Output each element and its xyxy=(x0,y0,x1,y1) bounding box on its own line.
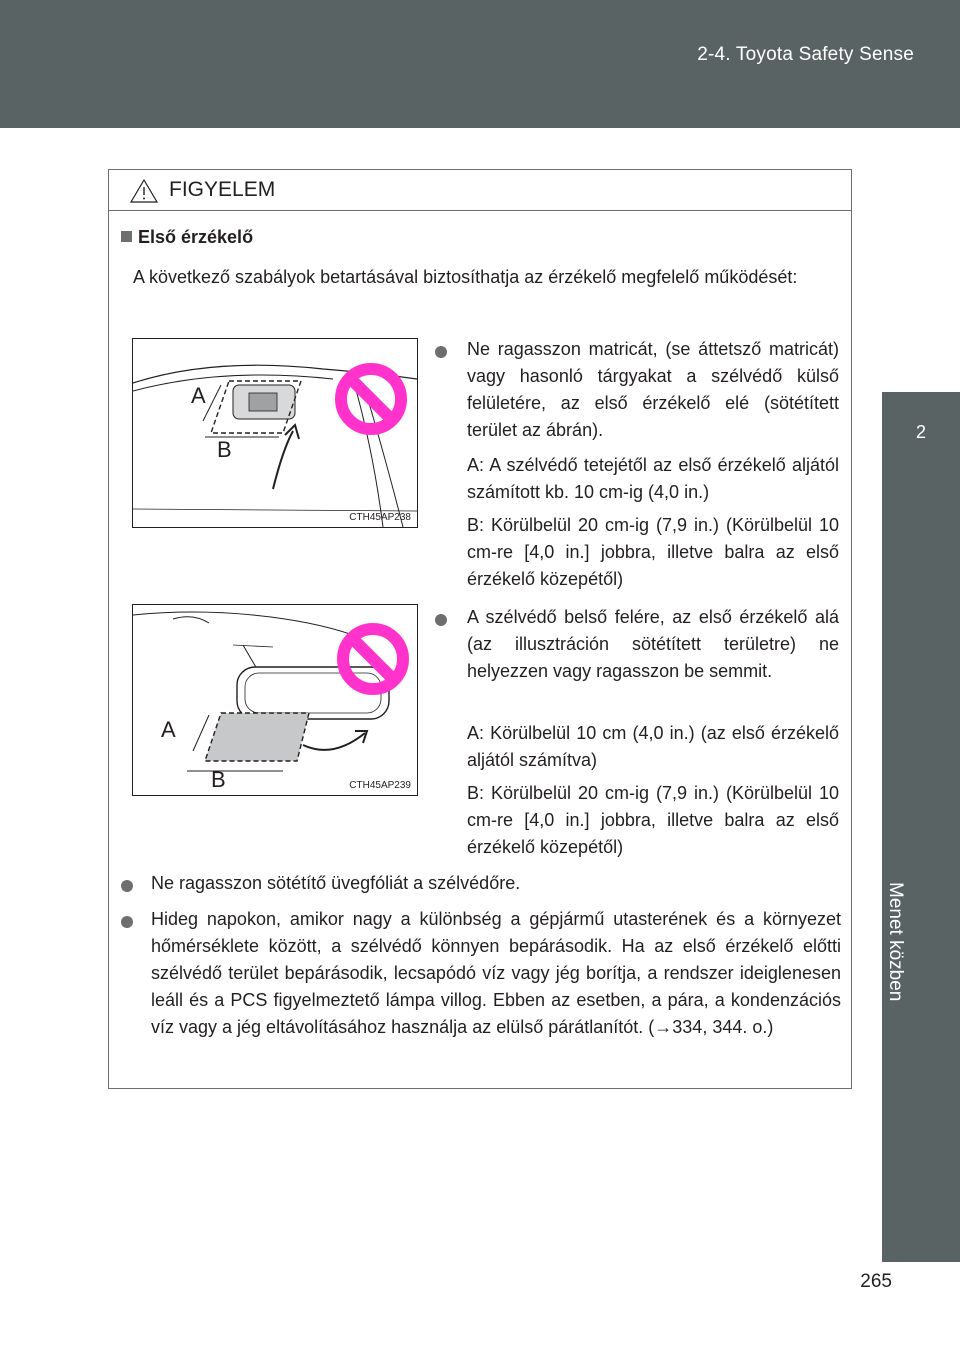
chapter-number: 2 xyxy=(915,422,926,442)
figure-2-label-a: A xyxy=(161,717,176,742)
mirror-sensor-illustration xyxy=(133,605,417,795)
figure-1-label-a: A xyxy=(191,383,206,408)
warning-triangle-icon xyxy=(129,178,159,204)
figure-2-code: CTH45AP239 xyxy=(349,780,411,791)
bullet-4-text: Hideg napokon, amikor nagy a különbség a gépjármű utasterének és a környezet hőmérséklete között, a szélvédő könnyen bepárásodik. Ha az első érzékelő előtti szélvédő terület bepárásodik, lecsapódó víz vagy jég borítja, a rendszer ideiglenesen leáll és a PCS figyelmeztető lámpa villog. Ebben az esetben, a pára, a kondenzációs víz vagy a jég eltávolításához használja az elülső párátlanítót. (→334, 344. o.) xyxy=(151,909,841,1037)
chapter-side-tab xyxy=(882,392,960,1262)
bullet-dot-icon xyxy=(435,614,447,626)
windshield-sensor-illustration xyxy=(133,339,417,527)
bullet-dot-icon xyxy=(121,880,133,892)
bullet-2-b: B: Körülbelül 20 cm-ig (7,9 in.) (Körülbelül 10 cm-re [4,0 in.] jobbra, illetve balra az első érzékelő közepétől) xyxy=(467,783,839,857)
bullet-2-text: A szélvédő belső felére, az első érzékelő alá (az illusztráción sötétített területre) ne helyezzen vagy ragasszon be semmit. xyxy=(467,607,839,681)
section-title: Első érzékelő xyxy=(121,227,253,248)
square-bullet-icon xyxy=(121,231,132,242)
bullet-dot-icon xyxy=(435,346,447,358)
header-title: 2-4. Toyota Safety Sense xyxy=(697,44,914,65)
bullet-3-text: Ne ragasszon sötétítő üvegfóliát a szélvédőre. xyxy=(151,873,521,893)
figure-1-label-b: B xyxy=(217,437,232,462)
bullet-2-a: A: Körülbelül 10 cm (4,0 in.) (az első érzékelő aljától számítva) xyxy=(467,723,839,770)
bullet-1-text: Ne ragasszon matricát, (se áttetsző matricát) vagy hasonló tárgyakat a szélvédő külső felületére, az első érzékelő elé (sötétített terület az ábrán). xyxy=(467,339,839,440)
figure-1-code: CTH45AP238 xyxy=(349,512,411,523)
header-band xyxy=(0,0,960,128)
figure-2 xyxy=(132,604,418,796)
warning-header xyxy=(109,170,851,211)
figure-2-label-b: B xyxy=(211,767,226,792)
warning-box xyxy=(108,169,852,1089)
page-number: 265 xyxy=(860,1271,892,1292)
figure-1 xyxy=(132,338,418,528)
intro-text: A következő szabályok betartásával biztosíthatja az érzékelő megfelelő működését: xyxy=(133,267,798,287)
warning-title: FIGYELEM xyxy=(169,178,276,201)
chapter-label: Menet közben xyxy=(885,882,906,1002)
bullet-1-b: B: Körülbelül 20 cm-ig (7,9 in.) (Körülbelül 10 cm-re [4,0 in.] jobbra, illetve balra az első érzékelő közepétől) xyxy=(467,515,839,589)
bullet-dot-icon xyxy=(121,916,133,928)
bullet-1-a: A: A szélvédő tetejétől az első érzékelő aljától számított kb. 10 cm-ig (4,0 in.) xyxy=(467,455,839,502)
